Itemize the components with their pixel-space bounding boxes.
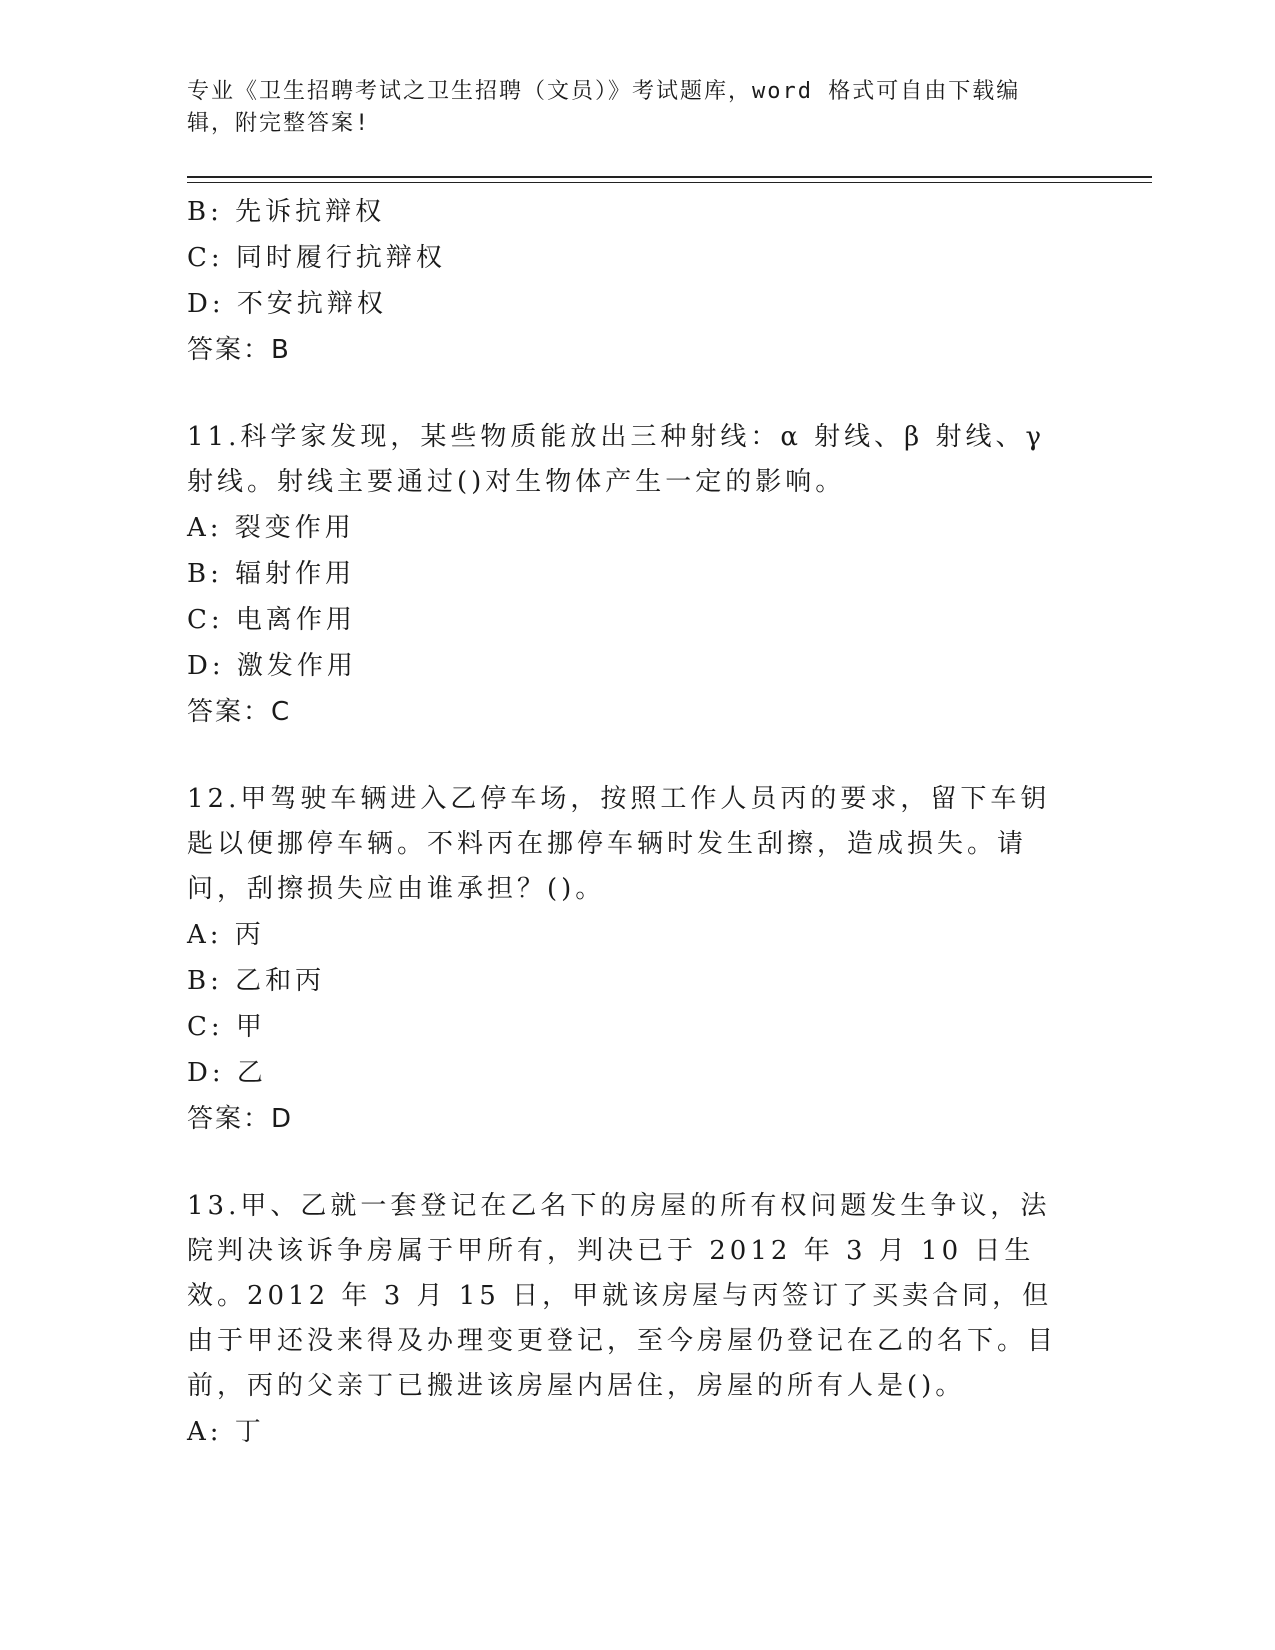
- option-c: C: 电离作用: [187, 605, 356, 635]
- option-a: A: 丁: [187, 1417, 265, 1447]
- question-12: 12.甲驾驶车辆进入乙停车场，按照工作人员丙的要求，留下车钥匙以便挪停车辆。不料丙在挪停车辆时发生刮擦，造成损失。请问，刮擦损失应由谁承担？()。: [187, 784, 1051, 904]
- header-rule: [187, 176, 1152, 178]
- option-c: C: 同时履行抗辩权: [187, 243, 446, 273]
- option-d: D: 不安抗辩权: [187, 289, 387, 319]
- option-d: D: 激发作用: [187, 651, 357, 681]
- option-a: A: 裂变作用: [187, 513, 355, 543]
- document-header: 专业《卫生招聘考试之卫生招聘（文员）》考试题库，word 格式可自由下载编辑，附完整答案!: [187, 79, 1021, 136]
- answer: 答案：D: [187, 1104, 294, 1134]
- header-rule-thin: [187, 182, 1152, 183]
- answer: 答案：C: [187, 697, 292, 727]
- question-11: 11.科学家发现，某些物质能放出三种射线：α 射线、β 射线、γ 射线。射线主要通过()对生物体产生一定的影响。: [187, 422, 1046, 497]
- answer: 答案：B: [187, 335, 291, 365]
- option-d: D: 乙: [187, 1058, 267, 1088]
- question-13: 13.甲、乙就一套登记在乙名下的房屋的所有权问题发生争议，法院判决该诉争房属于甲所有，判决已于 2012 年 3 月 10 日生效。2012 年 3 月 15 日，甲就该房屋与丙签订了买卖合同，但由于甲还没来得及办理变更登记，至今房屋仍登记在乙的名下。目前，丙的父亲丁已搬进该房屋内居住，房屋的所有人是()。: [187, 1191, 1058, 1401]
- question-list: [187, 189, 1077, 1455]
- option-a: A: 丙: [187, 920, 265, 950]
- option-c: C: 甲: [187, 1012, 266, 1042]
- option-b: B: 辐射作用: [187, 559, 356, 589]
- option-b: B: 先诉抗辩权: [187, 197, 386, 227]
- option-b: B: 乙和丙: [187, 966, 326, 996]
